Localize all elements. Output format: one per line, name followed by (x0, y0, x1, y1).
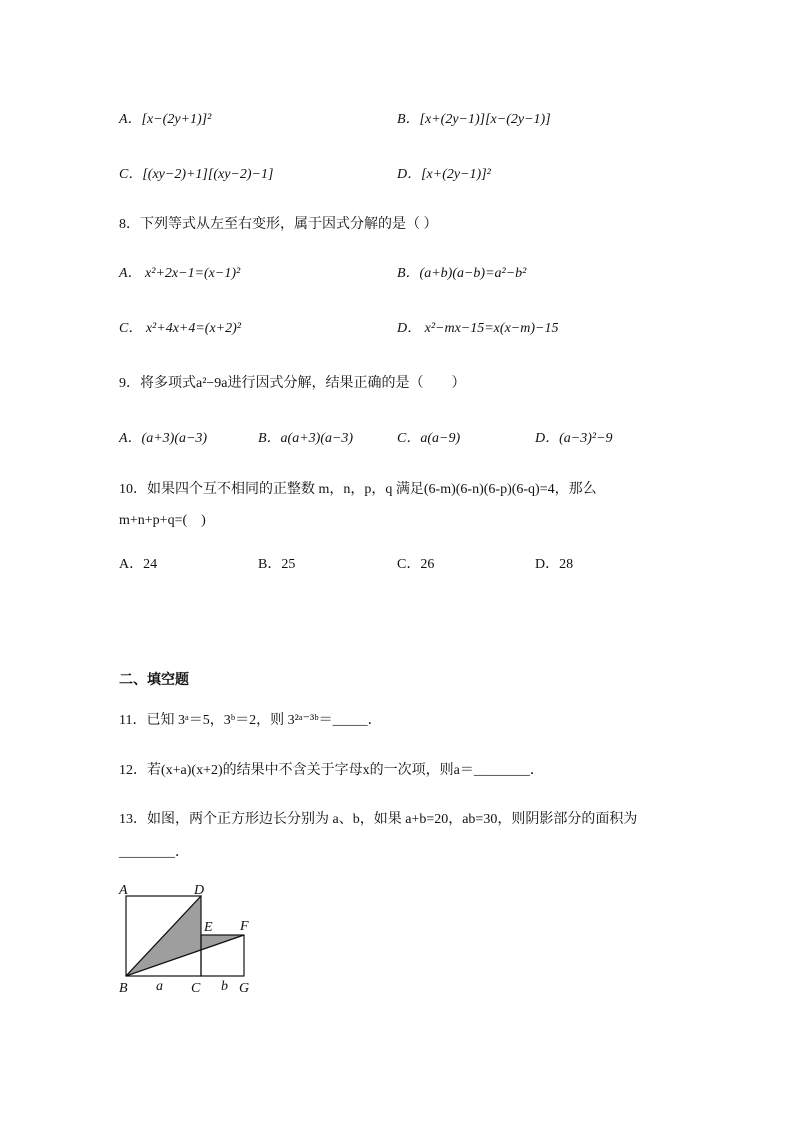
q8-option-c: C． x²+4x+4=(x+2)² (119, 321, 241, 336)
q9-option-d: D．(a−3)²−9 (535, 431, 613, 446)
q10-option-a: A．24 (119, 557, 158, 572)
q8-option-b: B．(a+b)(a−b)=a²−b² (397, 266, 527, 281)
q10-option-b: B．25 (258, 557, 296, 572)
q13-stem-line2: ________． (119, 845, 189, 860)
q10-stem-line1: 10．如果四个互不相同的正整数 m，n，p，q 满足(6-m)(6-n)(6-p)(6-q)=4，那么 (119, 482, 597, 497)
q13-stem-line1: 13．如图，两个正方形边长分别为 a、b，如果 a+b=20，ab=30，则阴影部分的面积为 (119, 812, 638, 827)
label-side-a: a (156, 979, 163, 994)
label-side-b: b (221, 979, 228, 994)
q7-option-a: A．[x−(2y+1)]² (119, 112, 212, 127)
q9-option-a: A．(a+3)(a−3) (119, 431, 208, 446)
squares-figure (116, 882, 266, 997)
shaded-region (126, 896, 244, 976)
q10-option-c: C．26 (397, 557, 435, 572)
q9-stem: 9．将多项式a²−9a进行因式分解，结果正确的是（ ） (119, 376, 466, 391)
q9-option-c: C．a(a−9) (397, 431, 461, 446)
label-a-point: A (119, 883, 128, 898)
q7-option-c: C．[(xy−2)+1][(xy−2)−1] (119, 167, 274, 182)
q11-stem: 11．已知 3ᵃ＝5，3ᵇ＝2，则 3²ᵃ⁻³ᵇ＝_____． (119, 713, 382, 728)
label-e-point: E (204, 920, 213, 935)
q10-stem-line2: m+n+p+q=( ) (119, 513, 206, 528)
section-title: 二、填空题 (119, 672, 189, 688)
q9-option-b: B．a(a+3)(a−3) (258, 431, 354, 446)
label-d-point: D (194, 883, 205, 898)
q10-option-d: D．28 (535, 557, 574, 572)
label-f-point: F (240, 919, 249, 934)
q8-option-a: A． x²+2x−1=(x−1)² (119, 266, 241, 281)
q7-option-d: D．[x+(2y−1)]² (397, 167, 491, 182)
label-g-point: G (239, 981, 250, 996)
q7-option-b: B．[x+(2y−1)][x−(2y−1)] (397, 112, 551, 127)
label-b-point: B (119, 981, 128, 996)
q12-stem: 12．若(x+a)(x+2)的结果中不含关于字母x的一次项，则a＝________． (119, 763, 544, 778)
q8-stem: 8．下列等式从左至右变形，属于因式分解的是（ ） (119, 217, 438, 232)
q8-option-d: D． x²−mx−15=x(x−m)−15 (397, 321, 559, 336)
label-c-point: C (191, 981, 201, 996)
